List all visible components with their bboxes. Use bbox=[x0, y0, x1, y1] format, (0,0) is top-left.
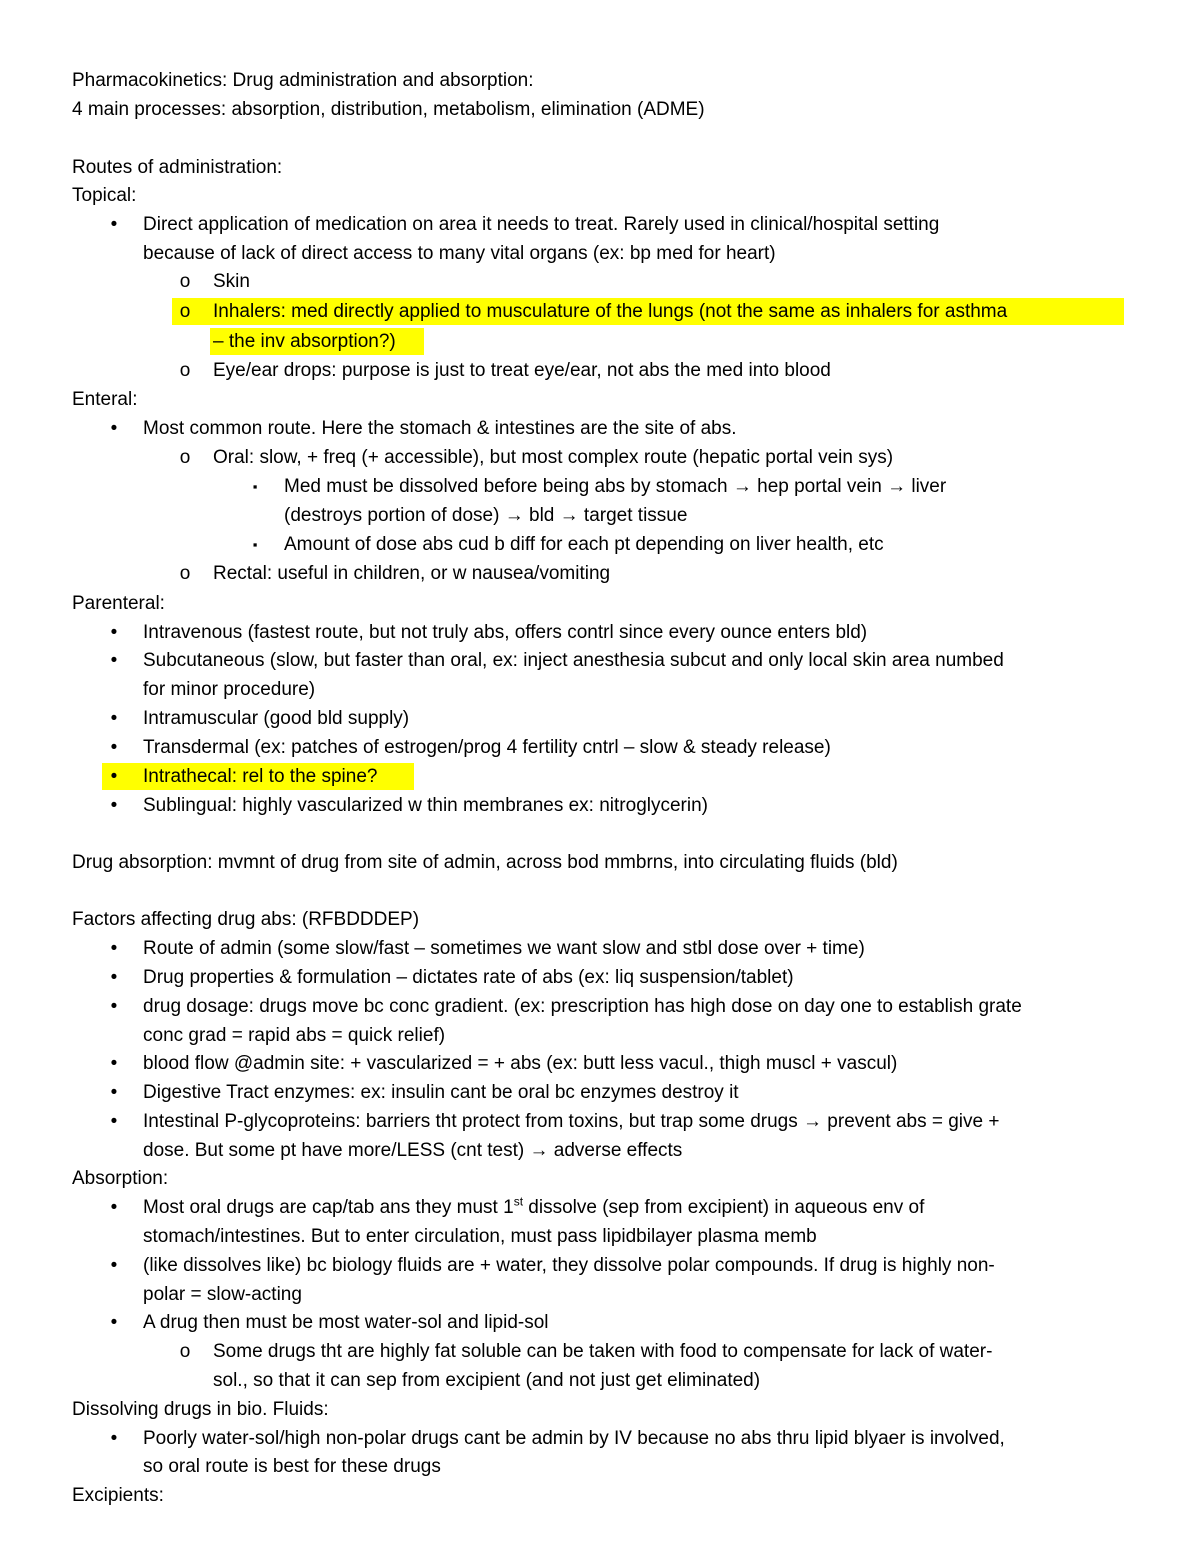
bullet-dot: • bbox=[110, 1428, 118, 1449]
arrow-icon: → bbox=[559, 505, 579, 526]
bullet-dot: • bbox=[110, 1197, 118, 1218]
bullet-square: ▪ bbox=[252, 537, 258, 552]
list-item-cont: so oral route is best for these drugs bbox=[143, 1456, 441, 1477]
list-item: Subcutaneous (slow, but faster than oral, ex: inject anesthesia subcut and only local skin area numbed bbox=[143, 650, 1004, 671]
bullet-dot: • bbox=[110, 1053, 118, 1074]
bullet-circle: o bbox=[179, 1341, 191, 1362]
bullet-dot: • bbox=[110, 967, 118, 988]
list-item: Intestinal P-glycoproteins: barriers tht protect from toxins, but trap some drugs → prevent abs = give + bbox=[143, 1111, 1000, 1132]
bullet-dot: • bbox=[110, 1255, 118, 1276]
dissolving-heading: Dissolving drugs in bio. Fluids: bbox=[72, 1399, 329, 1420]
doc-title: Pharmacokinetics: Drug administration and absorption: bbox=[72, 70, 534, 91]
list-item-cont: for minor procedure) bbox=[143, 679, 316, 700]
list-item-cont: dose. But some pt have more/LESS (cnt test) → adverse effects bbox=[143, 1140, 683, 1161]
list-item: A drug then must be most water-sol and lipid-sol bbox=[143, 1312, 549, 1333]
bullet-dot: • bbox=[110, 214, 118, 235]
arrow-icon: → bbox=[529, 1140, 549, 1161]
drug-absorption-definition: Drug absorption: mvmnt of drug from site of admin, across bod mmbrns, into circulating fluids (bld) bbox=[72, 852, 898, 873]
bullet-dot: • bbox=[110, 737, 118, 758]
list-item: Amount of dose abs cud b diff for each pt depending on liver health, etc bbox=[284, 534, 884, 555]
arrow-icon: → bbox=[732, 476, 752, 497]
bullet-square: ▪ bbox=[252, 479, 258, 494]
arrow-icon: → bbox=[504, 505, 524, 526]
topical-heading: Topical: bbox=[72, 185, 137, 206]
list-item-cont: conc grad = rapid abs = quick relief) bbox=[143, 1025, 446, 1046]
bullet-circle: o bbox=[179, 447, 191, 468]
bullet-circle: o bbox=[179, 271, 191, 292]
list-item: Most oral drugs are cap/tab ans they must 1st dissolve (sep from excipient) in aqueous env of bbox=[143, 1194, 925, 1218]
list-item: Intramuscular (good bld supply) bbox=[143, 708, 410, 729]
list-item: (like dissolves like) bc biology fluids are + water, they dissolve polar compounds. If drug is highly non- bbox=[143, 1255, 995, 1276]
factors-heading: Factors affecting drug abs: (RFBDDDEP) bbox=[72, 909, 420, 930]
list-item: drug dosage: drugs move bc conc gradient. (ex: prescription has high dose on day one to establish grate bbox=[143, 996, 1022, 1017]
list-item: Some drugs tht are highly fat soluble can be taken with food to compensate for lack of water- bbox=[213, 1341, 993, 1362]
bullet-dot: • bbox=[110, 766, 118, 787]
list-item: Oral: slow, + freq (+ accessible), but most complex route (hepatic portal vein sys) bbox=[213, 447, 894, 468]
list-item: Intravenous (fastest route, but not truly abs, offers contrl since every ounce enters bld) bbox=[143, 622, 868, 643]
bullet-dot: • bbox=[110, 1082, 118, 1103]
list-item: Most common route. Here the stomach & intestines are the site of abs. bbox=[143, 418, 737, 439]
bullet-dot: • bbox=[110, 622, 118, 643]
bullet-circle: o bbox=[179, 301, 191, 322]
list-item: Sublingual: highly vascularized w thin membranes ex: nitroglycerin) bbox=[143, 795, 708, 816]
highlighted-item: Inhalers: med directly applied to musculature of the lungs (not the same as inhalers for asthma bbox=[213, 301, 1008, 322]
enteral-heading: Enteral: bbox=[72, 389, 138, 410]
absorption-heading: Absorption: bbox=[72, 1168, 169, 1189]
list-item-cont: sol., so that it can sep from excipient (and not just get eliminated) bbox=[213, 1370, 761, 1391]
bullet-dot: • bbox=[110, 938, 118, 959]
bullet-dot: • bbox=[110, 418, 118, 439]
list-item: Eye/ear drops: purpose is just to treat eye/ear, not abs the med into blood bbox=[213, 360, 831, 381]
bullet-circle: o bbox=[179, 360, 191, 381]
bullet-dot: • bbox=[110, 996, 118, 1017]
list-item: Drug properties & formulation – dictates rate of abs (ex: liq suspension/tablet) bbox=[143, 967, 794, 988]
parenteral-heading: Parenteral: bbox=[72, 593, 165, 614]
list-item: Skin bbox=[213, 271, 250, 292]
excipients-heading: Excipients: bbox=[72, 1485, 164, 1506]
list-item-cont: because of lack of direct access to many vital organs (ex: bp med for heart) bbox=[143, 243, 776, 264]
highlighted-item-cont: – the inv absorption?) bbox=[213, 331, 396, 352]
list-item-cont: polar = slow-acting bbox=[143, 1284, 302, 1305]
list-item: blood flow @admin site: + vascularized = + abs (ex: butt less vacul., thigh muscl + vascul) bbox=[143, 1053, 898, 1074]
list-item: Transdermal (ex: patches of estrogen/prog 4 fertility cntrl – slow & steady release) bbox=[143, 737, 831, 758]
list-item: Direct application of medication on area it needs to treat. Rarely used in clinical/hospital setting bbox=[143, 214, 940, 235]
highlighted-item: Intrathecal: rel to the spine? bbox=[143, 766, 378, 787]
bullet-dot: • bbox=[110, 795, 118, 816]
list-item: Digestive Tract enzymes: ex: insulin cant be oral bc enzymes destroy it bbox=[143, 1082, 739, 1103]
bullet-dot: • bbox=[110, 1312, 118, 1333]
list-item-cont: stomach/intestines. But to enter circulation, must pass lipidbilayer plasma memb bbox=[143, 1226, 817, 1247]
bullet-dot: • bbox=[110, 1111, 118, 1132]
list-item: Poorly water-sol/high non-polar drugs cant be admin by IV because no abs thru lipid blyaer is involved, bbox=[143, 1428, 1005, 1449]
routes-heading: Routes of administration: bbox=[72, 157, 283, 178]
arrow-icon: → bbox=[803, 1111, 823, 1132]
list-item: Route of admin (some slow/fast – sometimes we want slow and stbl dose over + time) bbox=[143, 938, 865, 959]
list-item: Med must be dissolved before being abs by stomach → hep portal vein → liver bbox=[284, 476, 947, 497]
arrow-icon: → bbox=[887, 476, 907, 497]
list-item: Rectal: useful in children, or w nausea/vomiting bbox=[213, 563, 611, 584]
adme-line: 4 main processes: absorption, distribution, metabolism, elimination (ADME) bbox=[72, 99, 705, 120]
bullet-circle: o bbox=[179, 563, 191, 584]
list-item-cont: (destroys portion of dose) → bld → target tissue bbox=[284, 505, 688, 526]
bullet-dot: • bbox=[110, 708, 118, 729]
bullet-dot: • bbox=[110, 650, 118, 671]
